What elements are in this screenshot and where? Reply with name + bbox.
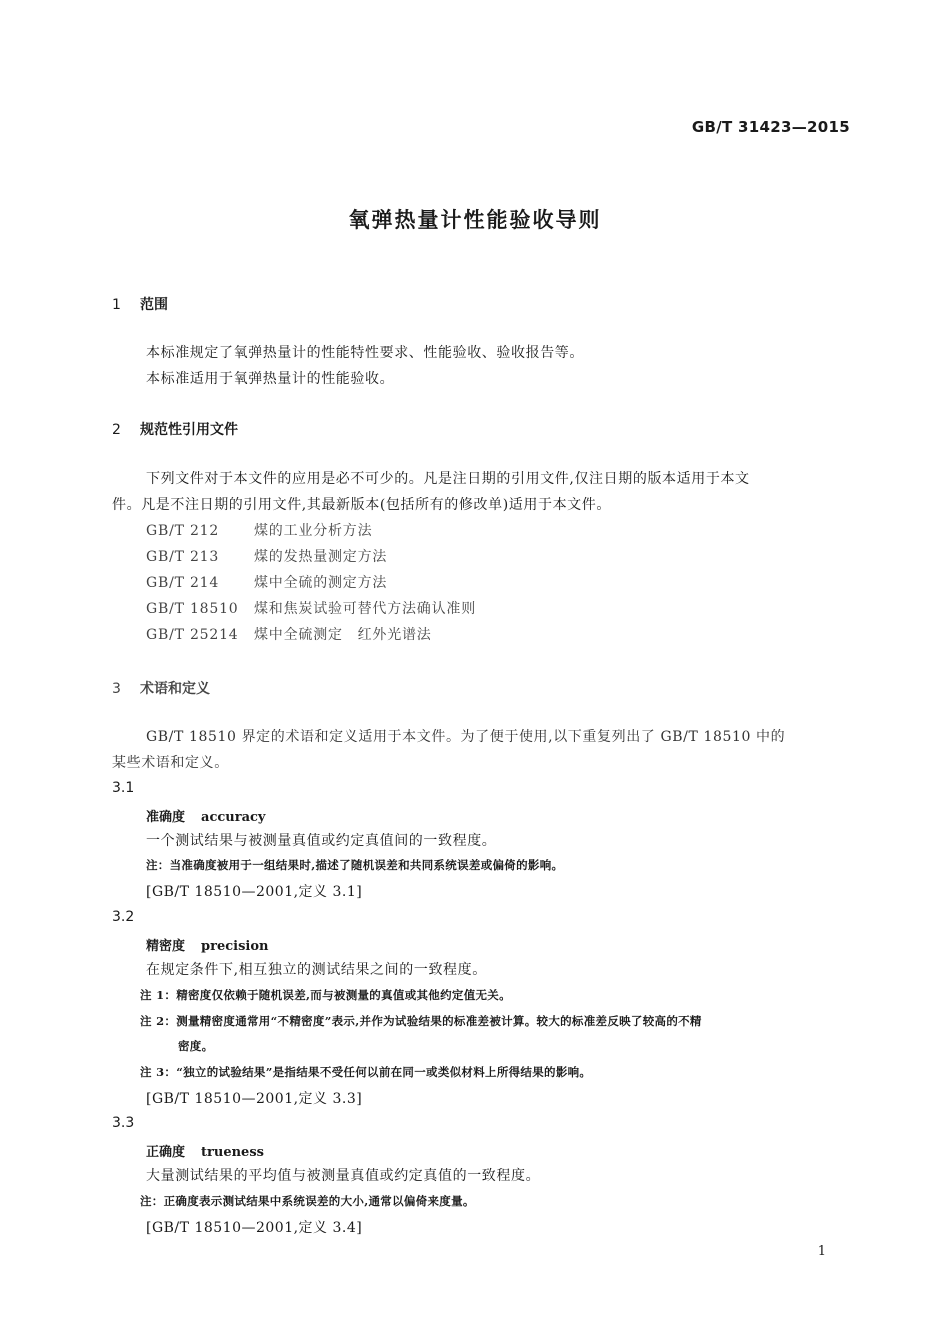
reference-item [146,598,476,618]
standard-code: GB/T 31423—2015 [691,118,850,136]
reference-title: 煤中全硫测定 红外光谱法 [254,627,432,643]
reference-code: GB/T 214 [146,575,220,591]
clause-3-1-note: 注：当准确度被用于一组结果时,描述了随机误差和共同系统误差或偏倚的影响。 [146,858,564,872]
term-chinese: 准确度 [146,810,186,825]
section-3-intro-line-1: GB/T 18510 界定的术语和定义适用于本文件。为了便于使用,以下重复列出了 GB/T 18510 中的 [146,729,786,745]
clause-3-2-note-2: 注 2：测量精密度通常用“不精密度”表示,并作为试验结果的标准差被计算。较大的标准差反映了较高的不精 [140,1014,702,1028]
clause-3-2-note-3: 注 3：“独立的试验结果”是指结果不受任何以前在同一或类似材料上所得结果的影响。 [140,1065,592,1079]
reference-code: GB/T 213 [146,549,220,565]
term-chinese: 正确度 [146,1145,186,1160]
reference-item [146,624,432,644]
reference-item [146,546,387,566]
reference-item [146,520,372,540]
clause-3-1-number: 3.1 [112,780,135,796]
clause-3-1-source: [GB/T 18510—2001,定义 3.1] [146,884,363,900]
document-title: 氧弹热量计性能验收导则 [348,208,602,232]
clause-3-3-definition: 大量测试结果的平均值与被测量真值或约定真值的一致程度。 [146,1168,541,1184]
reference-item [146,572,387,592]
clause-3-2-number: 3.2 [112,909,135,925]
section-3-intro-line-2: 某些术语和定义。 [112,755,229,771]
clause-3-3-note: 注：正确度表示测试结果中系统误差的大小,通常以偏倚来度量。 [140,1194,475,1208]
reference-title: 煤和焦炭试验可替代方法确认准则 [254,601,476,617]
section-2-heading [112,419,238,439]
section-1-heading [112,294,168,314]
section-2-intro-line-2: 件。凡是不注日期的引用文件,其最新版本(包括所有的修改单)适用于本文件。 [112,497,611,513]
clause-3-2-definition: 在规定条件下,相互独立的测试结果之间的一致程度。 [146,962,487,978]
clause-3-2-note-1: 注 1：精密度仅依赖于随机误差,而与被测量的真值或其他约定值无关。 [140,988,511,1002]
term-english: accuracy [201,810,266,825]
section-2-number: 2 [112,422,121,438]
clause-3-1-term [146,806,265,825]
section-1-number: 1 [112,297,121,313]
section-3-number: 3 [112,681,121,697]
clause-3-2-note-2-continuation: 密度。 [178,1039,214,1053]
page-number: 1 [817,1244,826,1259]
reference-code: GB/T 212 [146,523,220,539]
clause-3-2-source: [GB/T 18510—2001,定义 3.3] [146,1091,363,1107]
reference-title: 煤中全硫的测定方法 [254,575,388,591]
reference-title: 煤的发热量测定方法 [254,549,388,565]
reference-title: 煤的工业分析方法 [254,523,373,539]
section-1-title: 范围 [140,297,168,313]
term-english: trueness [201,1145,264,1160]
section-2-intro-line-1: 下列文件对于本文件的应用是必不可少的。凡是注日期的引用文件,仅注日期的版本适用于本文 [146,471,750,487]
section-1-paragraph-1: 本标准规定了氧弹热量计的性能特性要求、性能验收、验收报告等。 [146,345,584,361]
clause-3-3-number: 3.3 [112,1115,135,1131]
section-3-title: 术语和定义 [140,681,210,697]
clause-3-1-definition: 一个测试结果与被测量真值或约定真值间的一致程度。 [146,833,497,849]
clause-3-3-source: [GB/T 18510—2001,定义 3.4] [146,1220,363,1236]
clause-3-2-term [146,935,268,954]
section-2-title: 规范性引用文件 [140,422,238,438]
reference-code: GB/T 25214 [146,627,239,643]
section-1-paragraph-2: 本标准适用于氧弹热量计的性能验收。 [146,371,395,387]
section-3-heading [112,678,210,698]
term-chinese: 精密度 [146,939,186,954]
term-english: precision [201,939,269,954]
clause-3-3-term [146,1141,264,1160]
reference-code: GB/T 18510 [146,601,239,617]
